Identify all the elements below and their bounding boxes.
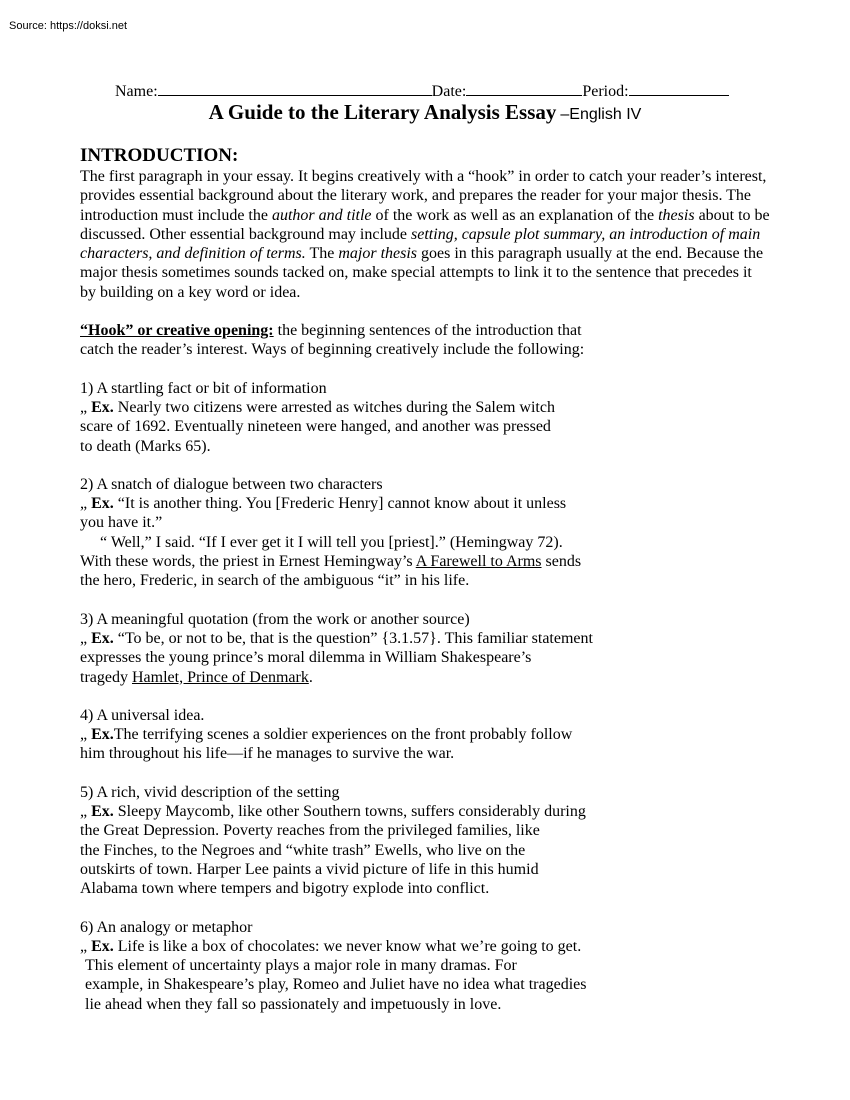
example-text: Life is like a box of chocolates: we never know what we’re going to get. [113, 937, 582, 955]
example-text: “To be, or not to be, that is the question” {3.1.57}. This familiar statement [113, 629, 593, 647]
intro-italic-background: setting, capsule plot summary, an introduction of main characters, and definition of terms. [80, 225, 761, 263]
bullet-glyph: „ [80, 937, 92, 955]
intro-text-3: about to be discussed. Other essential background may include [80, 206, 770, 243]
example-text: to death (Marks 65). [80, 437, 211, 455]
example-label: Ex. [91, 803, 114, 821]
list-item-universal-idea [80, 706, 770, 764]
name-label: Name: [115, 83, 158, 100]
bullet-glyph: „ [80, 398, 92, 416]
bullet-glyph: „ [80, 495, 92, 513]
intro-italic-author-title: author and title [271, 206, 372, 224]
example-label: Ex. [91, 937, 114, 955]
document-body [80, 145, 770, 1014]
example-text: “It is another thing. You [Frederic Henry] cannot know about it unless [113, 495, 567, 513]
hook-text-2: catch the reader’s interest. Ways of beginning creatively include the following: [80, 341, 585, 359]
bullet-glyph: „ [80, 629, 92, 647]
source-note: Source: https://doksi.net [9, 20, 128, 32]
example-text: tragedy [80, 668, 132, 686]
example-label: Ex. [91, 495, 114, 513]
example-text: sends [541, 553, 582, 571]
example-text: you have it.” [80, 514, 163, 532]
example-text: the Great Depression. Poverty reaches from the privileged families, like [80, 822, 540, 840]
work-title: Hamlet, Prince of Denmark [131, 668, 309, 686]
example-text: the Finches, to the Negroes and “white trash” Ewells, who live on the [80, 841, 526, 859]
title-subtitle: –English IV [560, 106, 642, 123]
example-label: Ex. [91, 726, 114, 744]
example-text: example, in Shakespeare’s play, Romeo and Juliet have no idea what tragedies [85, 976, 587, 994]
example-text: Sleepy Maycomb, like other Southern towns, suffers considerably during [113, 803, 586, 821]
title-main: A Guide to the Literary Analysis Essay [208, 100, 557, 124]
bullet-glyph: „ [80, 726, 92, 744]
bullet-glyph: „ [80, 803, 92, 821]
example-text: him throughout his life—if he manages to survive the war. [80, 745, 455, 763]
hook-label: “Hook” or creative opening: [80, 322, 274, 340]
example-text: lie ahead when they fall so passionately and impetuously in love. [85, 995, 502, 1013]
page-title [0, 100, 850, 125]
example-text: This element of uncertainty plays a major role in many dramas. For [85, 957, 517, 975]
item-title: 6) An analogy or metaphor [80, 918, 253, 936]
date-label: Date: [431, 83, 467, 100]
list-item-startling-fact [80, 379, 770, 456]
student-info-line [115, 81, 729, 101]
item-title: 1) A startling fact or bit of information [80, 379, 327, 397]
name-field[interactable] [158, 81, 432, 96]
intro-text-2: of the work as well as an explanation of the [371, 206, 659, 224]
example-text: Alabama town where tempers and bigotry explode into conflict. [80, 880, 490, 898]
example-text: With these words, the priest in Ernest Hemingway’s [80, 553, 416, 571]
intro-italic-major-thesis: major thesis [338, 245, 418, 263]
introduction-paragraph [80, 167, 770, 302]
example-text: The terrifying scenes a soldier experiences on the front probably follow [113, 726, 573, 744]
item-title: 5) A rich, vivid description of the setting [80, 783, 340, 801]
hook-definition [80, 321, 770, 360]
period-label: Period: [582, 83, 629, 100]
intro-text-5: goes in this paragraph usually at the end. Because the major thesis sometimes sounds tacked on, make special attempts to link it to the sentence that precedes it by building on a key word or idea. [80, 245, 764, 301]
example-label: Ex. [91, 629, 114, 647]
list-item-setting-description [80, 783, 770, 899]
hook-text-1: the beginning sentences of the introduction that [273, 322, 582, 340]
intro-text-4: The [305, 245, 339, 263]
date-field[interactable] [466, 81, 582, 96]
example-text: expresses the young prince’s moral dilemma in William Shakespeare’s [80, 649, 532, 667]
item-title: 4) A universal idea. [80, 706, 205, 724]
example-text: “ Well,” I said. “If I ever get it I will tell you [priest].” (Hemingway 72). [100, 533, 563, 551]
example-text: . [308, 668, 313, 686]
item-title: 3) A meaningful quotation (from the work or another source) [80, 610, 470, 628]
period-field[interactable] [629, 81, 729, 96]
example-text: the hero, Frederic, in search of the ambiguous “it” in his life. [80, 572, 470, 590]
example-text: scare of 1692. Eventually nineteen were hanged, and another was pressed [80, 418, 551, 436]
introduction-heading: INTRODUCTION: [80, 145, 239, 166]
example-label: Ex. [91, 398, 114, 416]
example-text: outskirts of town. Harper Lee paints a vivid picture of life in this humid [80, 860, 539, 878]
example-text: Nearly two citizens were arrested as witches during the Salem witch [113, 398, 555, 416]
intro-text-1: The first paragraph in your essay. It begins creatively with a “hook” in order to catch your reader’s interest, provides essential background about the literary work, and prepares the reader for your major thesis. The introduction must include the [80, 168, 767, 224]
item-title: 2) A snatch of dialogue between two characters [80, 475, 383, 493]
list-item-quotation [80, 610, 770, 687]
intro-italic-thesis: thesis [658, 206, 695, 224]
list-item-dialogue [80, 475, 770, 591]
list-item-analogy [80, 918, 770, 1014]
work-title: A Farewell to Arms [415, 553, 542, 571]
